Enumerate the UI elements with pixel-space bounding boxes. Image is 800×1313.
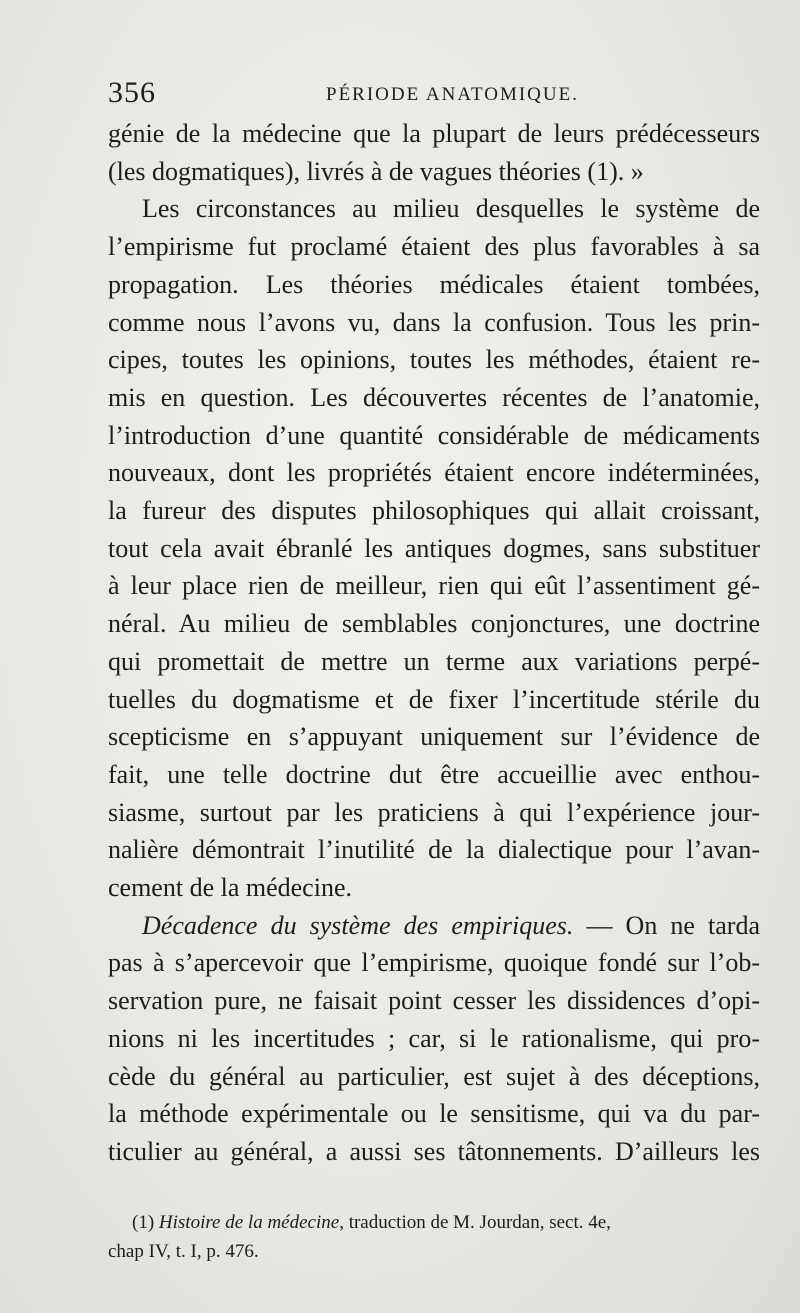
text-line: néral. Au milieu de semblables conjonctures, une doctrine [108,609,760,639]
text-line: nalière démontrait l’inutilité de la dialectique pour l’avan- [108,835,760,865]
text-line: pas à s’apercevoir que l’empirisme, quoique fondé sur l’ob- [108,948,760,978]
text-line: la fureur des disputes philosophiques qui allait croissant, [108,496,760,526]
text-line: nions ni les incertitudes ; car, si le rationalisme, qui pro- [108,1023,760,1053]
footnote-title: Histoire de la médecine [158,1212,340,1233]
text-line: qui promettait de mettre un terme aux variations perpé- [108,646,760,676]
text-line: ticulier au général, a aussi ses tâtonnements. D’ailleurs les [108,1136,760,1166]
text-line: scepticisme en s’appuyant uniquement sur l’évidence de [108,722,760,752]
text-line: fait, une telle doctrine dut être accueillie avec enthou- [108,759,760,789]
heading-continuation: — On ne tarda [586,910,761,940]
text-line: tout cela avait ébranlé les antiques dogmes, sans substituer [108,533,760,563]
text-line: mis en question. Les découvertes récentes de l’anatomie, [108,382,760,412]
footnote-line: chap IV, t. I, p. 476. [108,1241,259,1262]
text-line: tuelles du dogmatisme et de fixer l’incertitude stérile du [108,684,760,714]
page-number: 356 [108,76,156,109]
text-line: génie de la médecine que la plupart de leurs prédécesseurs [108,119,760,148]
section-heading: Décadence du système des empiriques. [142,910,574,940]
footnote-text: , traduction de M. Jourdan, sect. 4e, [339,1212,611,1233]
text-line: (les dogmatiques), livrés à de vagues théories (1). » [108,156,644,186]
footnote-line [108,1208,760,1237]
text-line: cède du général au particulier, est sujet à des déceptions, [108,1061,760,1091]
text-line: nouveaux, dont les propriétés étaient encore indéterminées, [108,458,760,488]
text-line: cement de la médecine. [108,873,352,903]
footnote [108,1208,760,1266]
body-text [108,115,760,1171]
text-line: siasme, surtout par les praticiens à qui l’expérience jour- [108,797,760,827]
text-line: la méthode expérimentale ou le sensitisme, qui va du par- [108,1099,760,1129]
text-line: cipes, toutes les opinions, toutes les méthodes, étaient re- [108,345,760,375]
text-line: servation pure, ne faisait point cesser les dissidences d’opi- [108,986,760,1016]
running-title: PÉRIODE ANATOMIQUE. [326,84,579,105]
page-header [108,76,758,110]
text-line-with-heading [108,907,760,945]
text-line: l’introduction d’une quantité considérable de médicaments [108,420,760,450]
footnote-marker: (1) [132,1212,155,1233]
text-line: l’empirisme fut proclamé étaient des plus favorables à sa [108,232,760,262]
text-line: à leur place rien de meilleur, rien qui eût l’assentiment gé- [108,571,760,601]
text-line: Les circonstances au milieu desquelles le système de [142,194,760,224]
text-line: propagation. Les théories médicales étaient tombées, [108,269,760,299]
text-line: comme nous l’avons vu, dans la confusion. Tous les prin- [108,307,760,337]
